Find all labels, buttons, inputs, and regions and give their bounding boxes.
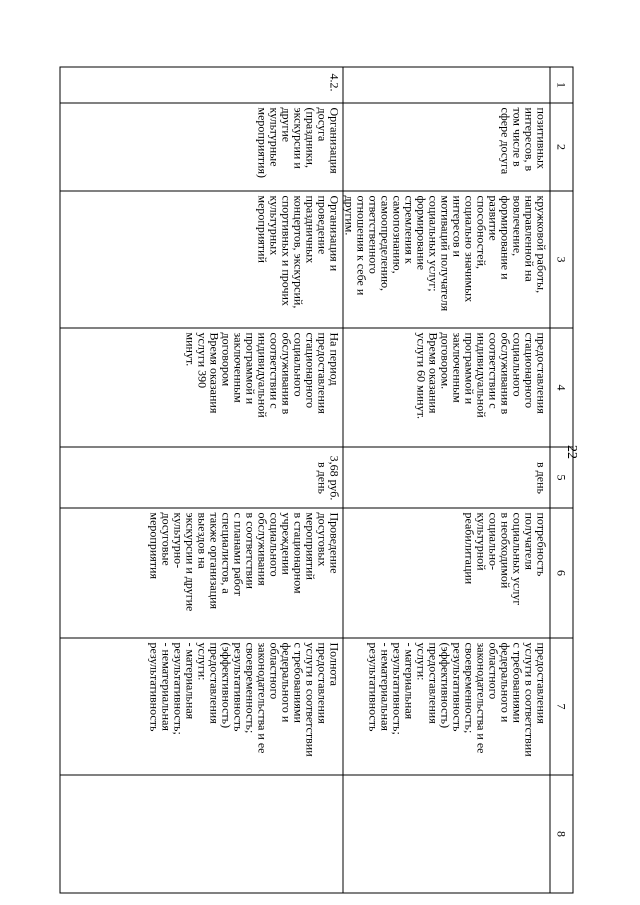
service-conditions: потребность получателя социальных услуг в необходимой социально- культурной реабилитации — [343, 508, 550, 638]
table-row — [60, 67, 343, 893]
service-duration: предоставления стационарного социального обслуживания в соответствии с индивидуальной программой и заключенным договором. Время оказания услуги 60 минут. — [343, 328, 550, 447]
header-col-6: 6 — [550, 508, 573, 638]
header-col-4: 4 — [550, 328, 573, 447]
service-quality: предоставления услуги в соответствии с требованиями федерального и областного законодательства и ее своевременность; результативность (эффективность) предоставления услуги: - материальная результативность; - нематериальная результативность — [343, 638, 550, 775]
service-name: Организация досуга (праздники, экскурсии и другие культурные мероприятия) — [60, 103, 343, 191]
service-price: в день — [343, 447, 550, 508]
service-column-8 — [60, 775, 343, 893]
header-col-3: 3 — [550, 191, 573, 328]
service-name: позитивных интересов, в том числе в сфере досуга — [343, 103, 550, 191]
header-col-5: 5 — [550, 447, 573, 508]
services-table — [60, 67, 574, 894]
table-row — [343, 67, 550, 893]
service-price: 3,68 руб. в день — [60, 447, 343, 508]
service-quality: Полнота предоставления услуги в соответствии с требованиями федерального и областного законодательства и ее своевременность; результативность (эффективность) предоставления услуги: - материальная результативность; - нематериальная результативность — [60, 638, 343, 775]
header-col-2: 2 — [550, 103, 573, 191]
header-row — [550, 67, 573, 893]
header-col-7: 7 — [550, 638, 573, 775]
service-column-8 — [343, 775, 550, 893]
service-description: кружковой работы, направленной на вовлечение, формирование и развитие способностей, социально значимых интересов и мотиваций получателя социальных услуг; формирование стремления к самопознанию, самоопределению, ответственного отношения к себе и другим. — [343, 191, 550, 328]
row-number — [343, 67, 550, 103]
header-col-8: 8 — [550, 775, 573, 893]
row-number: 4.2. — [60, 67, 343, 103]
service-duration: На период предоставления стационарного социального обслуживания в соответствии с индивидуальной программой и заключенным договором Время оказания услуги 390 минут. — [60, 328, 343, 447]
service-conditions: Проведение досуговых мероприятий в стационарном учреждении социального обслуживания в соответствии с планами работ специалистов, а также организация выездов на экскурсии и другие культурно- досуговые мероприятия — [60, 508, 343, 638]
service-description: Организация и проведение праздничных концертов, экскурсий, спортивных и прочих культурных мероприятий — [60, 191, 343, 328]
page-number: 22 — [564, 445, 579, 459]
header-col-1: 1 — [550, 67, 573, 103]
